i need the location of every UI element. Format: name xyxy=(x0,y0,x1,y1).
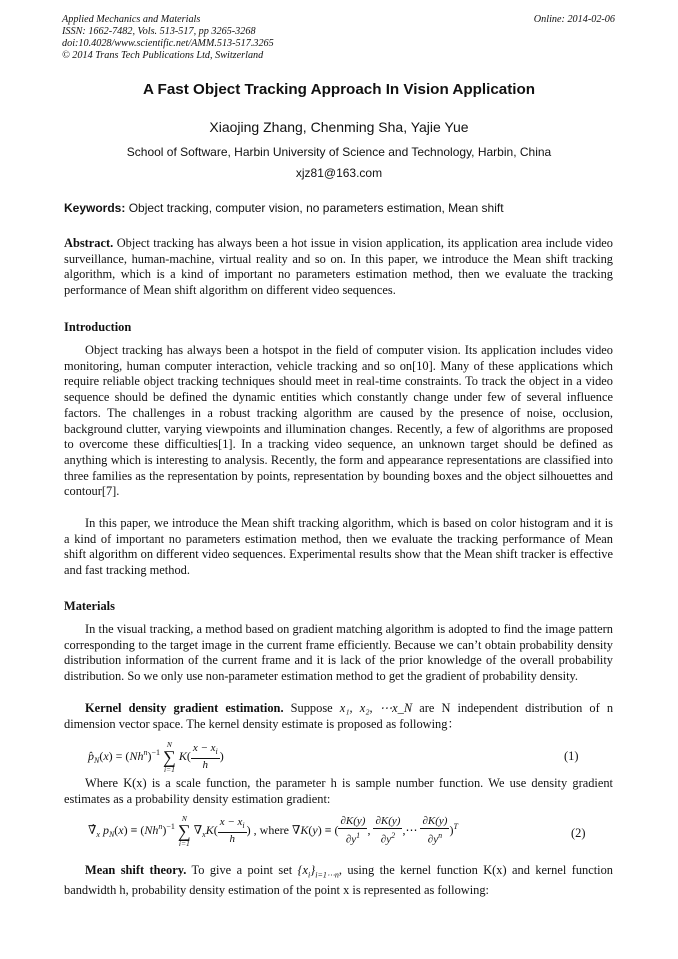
author-list: Xiaojing Zhang, Chenming Sha, Yajie Yue xyxy=(209,119,469,135)
journal-header xyxy=(62,14,274,62)
where-paragraph: Where K(x) is a scale function, the parameter h is sample number function. We use density gradient estimates as a probability density estimation gradient: xyxy=(64,776,613,806)
introduction-heading: Introduction xyxy=(64,320,132,334)
kde-paragraph xyxy=(64,701,613,732)
equation-2-number: (2) xyxy=(571,826,586,840)
journal-name: Applied Mechanics and Materials xyxy=(62,14,201,25)
abstract-label: Abstract. xyxy=(64,236,114,250)
equation-1-number: (1) xyxy=(564,749,579,763)
introduction-paragraph-1: Object tracking has always been a hotspot in the field of computer vision. Its application includes video monitoring, human computer interaction, vehicle tracking and so on[10]. Many of these applications which require reliable object tracking techniques should meet in real-time constraints. To track the object in a video sequence should be defined the dynamic entities which constantly change under few of several influence factors. The challenges in a robust tracking algorithm are caused by the presence of noise, occlusion, background clutter, varying viewpoints and illumination changes. Recently, a few of algorithms are proposed to overcome these difficulties[1]. In a tracking video sequence, an unknown target should be defined as anything which is interesting to analysis. Recently, the form and appearance representations are classified into three families as the representation by points, representation by bounding boxes and the object silhouettes and contour[7]. xyxy=(64,343,613,499)
kde-variables: x₁, x₂, ⋯x_N xyxy=(339,701,413,715)
online-date: Online: 2014-02-06 xyxy=(533,14,615,25)
kde-text-b: are N independent distribution of n dimension vector space. The kernel density estimate is proposed as following： xyxy=(64,701,614,731)
mean-shift-label: Mean shift theory. xyxy=(85,863,187,877)
introduction-paragraph-2: In this paper, we introduce the Mean shift tracking algorithm, which is based on color histogram and it is a kind of important no parameters estimation method, then we evaluate the tracking performance of Mean shift algorithm on different video sequences. Experimental results show that the Mean shift tracker is effective and fast tracking method. xyxy=(64,516,613,578)
kde-label: Kernel density gradient estimation. xyxy=(85,701,284,715)
equation-2-where: , where xyxy=(253,822,289,837)
mean-shift-paragraph xyxy=(64,863,613,899)
mean-shift-text-b: , using the kernel function K(x) and kernel function bandwidth h, probability density estimation of the point x is represented as following: xyxy=(64,863,613,898)
author-email: xjz81@163.com xyxy=(295,166,383,180)
point-set-symbol: $\{x_i\}_{i=1\cdots n}$ xyxy=(297,863,339,880)
affiliation: School of Software, Harbin University of Science and Technology, Harbin, China xyxy=(126,145,552,159)
materials-paragraph-1: In the visual tracking, a method based on gradient matching algorithm is adopted to find the image pattern corresponding to the target image in the current frame efficiently. Because we can’t obtain probability density distribution information of the current frame and it is lack of the prior knowledge of the overall probability distribution. So we only use non-parameter estimation method to get the gradient of probability density. xyxy=(64,622,613,684)
keywords-text: Object tracking, computer vision, no parameters estimation, Mean shift xyxy=(125,201,504,215)
keywords-label: Keywords: xyxy=(64,201,126,215)
paper-title: A Fast Object Tracking Approach In Vision Application xyxy=(142,81,536,98)
copyright-line: © 2014 Trans Tech Publications Ltd, Switzerland xyxy=(62,50,264,61)
equation-2: $\nablâ_x$ $p_N(x) \equiv (Nh^n)^{-1}$ N ∑ i=1 $\nabla_xK$( $\frac{x - x_i}{h}$ ) , where ∇K(y) ≡ ( $\frac{\partial K(y)}{\partial y^1}$ , $\frac{\partial K(y)}{\partial y^2}$ ,⋯ $\frac{\partial K(y)}{\partial y^n}$ )$^T$ xyxy=(88,814,458,848)
abstract-text: Object tracking has always been a hot issue in vision application, its application area include video surveillance, human-machine, virtual reality and so on. In this paper, we introduce the Mean shift tracking algorithm, which is a kind of important no parameters estimation method, then we evaluate the tracking performance of Mean shift algorithm on different video sequences. xyxy=(64,236,613,298)
mean-shift-text-a: To give a point set xyxy=(186,863,298,877)
abstract-paragraph xyxy=(64,236,613,299)
kde-text-a: Suppose xyxy=(283,701,340,715)
materials-heading: Materials xyxy=(64,599,115,613)
keywords-line xyxy=(64,201,504,215)
equation-1: $p̂_N(x) = (Nh^n)^{-1}$ N ∑ i=1 K( $\frac{x - x_i}{h}$ ) xyxy=(88,740,224,774)
issn-line: ISSN: 1662-7482, Vols. 513-517, pp 3265-3268 xyxy=(62,26,256,37)
doi-line: doi:10.4028/www.scientific.net/AMM.513-517.3265 xyxy=(62,38,274,49)
